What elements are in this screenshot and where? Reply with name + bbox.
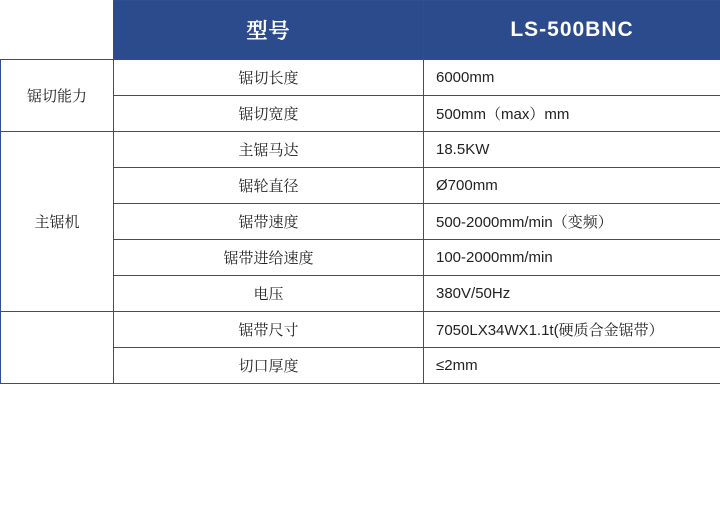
item-value: Ø700mm — [424, 168, 720, 204]
item-value: 6000mm — [424, 60, 720, 96]
item-value: 7050LX34WX1.1t(硬质合金锯带） — [424, 312, 720, 348]
item-value: 500-2000mm/min（变频） — [424, 204, 720, 240]
item-label: 锯切长度 — [114, 60, 424, 96]
item-value: 500mm（max）mm — [424, 96, 720, 132]
table-row — [1, 60, 720, 96]
table-row — [1, 312, 720, 348]
item-label: 锯带速度 — [114, 204, 424, 240]
table-header-row — [1, 1, 720, 60]
item-label: 主锯马达 — [114, 132, 424, 168]
item-label: 锯切宽度 — [114, 96, 424, 132]
table-body — [1, 60, 720, 384]
item-label: 电压 — [114, 276, 424, 312]
item-label: 锯带尺寸 — [114, 312, 424, 348]
item-value: ≤2mm — [424, 348, 720, 384]
item-label: 锯轮直径 — [114, 168, 424, 204]
header-corner-cell — [1, 1, 114, 60]
item-value: 380V/50Hz — [424, 276, 720, 312]
item-value: 100-2000mm/min — [424, 240, 720, 276]
group-label-saw-capacity: 锯切能力 — [1, 60, 114, 132]
item-value: 18.5KW — [424, 132, 720, 168]
group-label-main-saw: 主锯机 — [1, 132, 114, 312]
group-label-blade — [1, 312, 114, 384]
table-row — [1, 132, 720, 168]
item-label: 锯带进给速度 — [114, 240, 424, 276]
header-parameter-label: 型号 — [114, 1, 424, 60]
table-header — [1, 1, 720, 60]
item-label: 切口厚度 — [114, 348, 424, 384]
header-model-label: LS-500BNC — [424, 1, 720, 60]
